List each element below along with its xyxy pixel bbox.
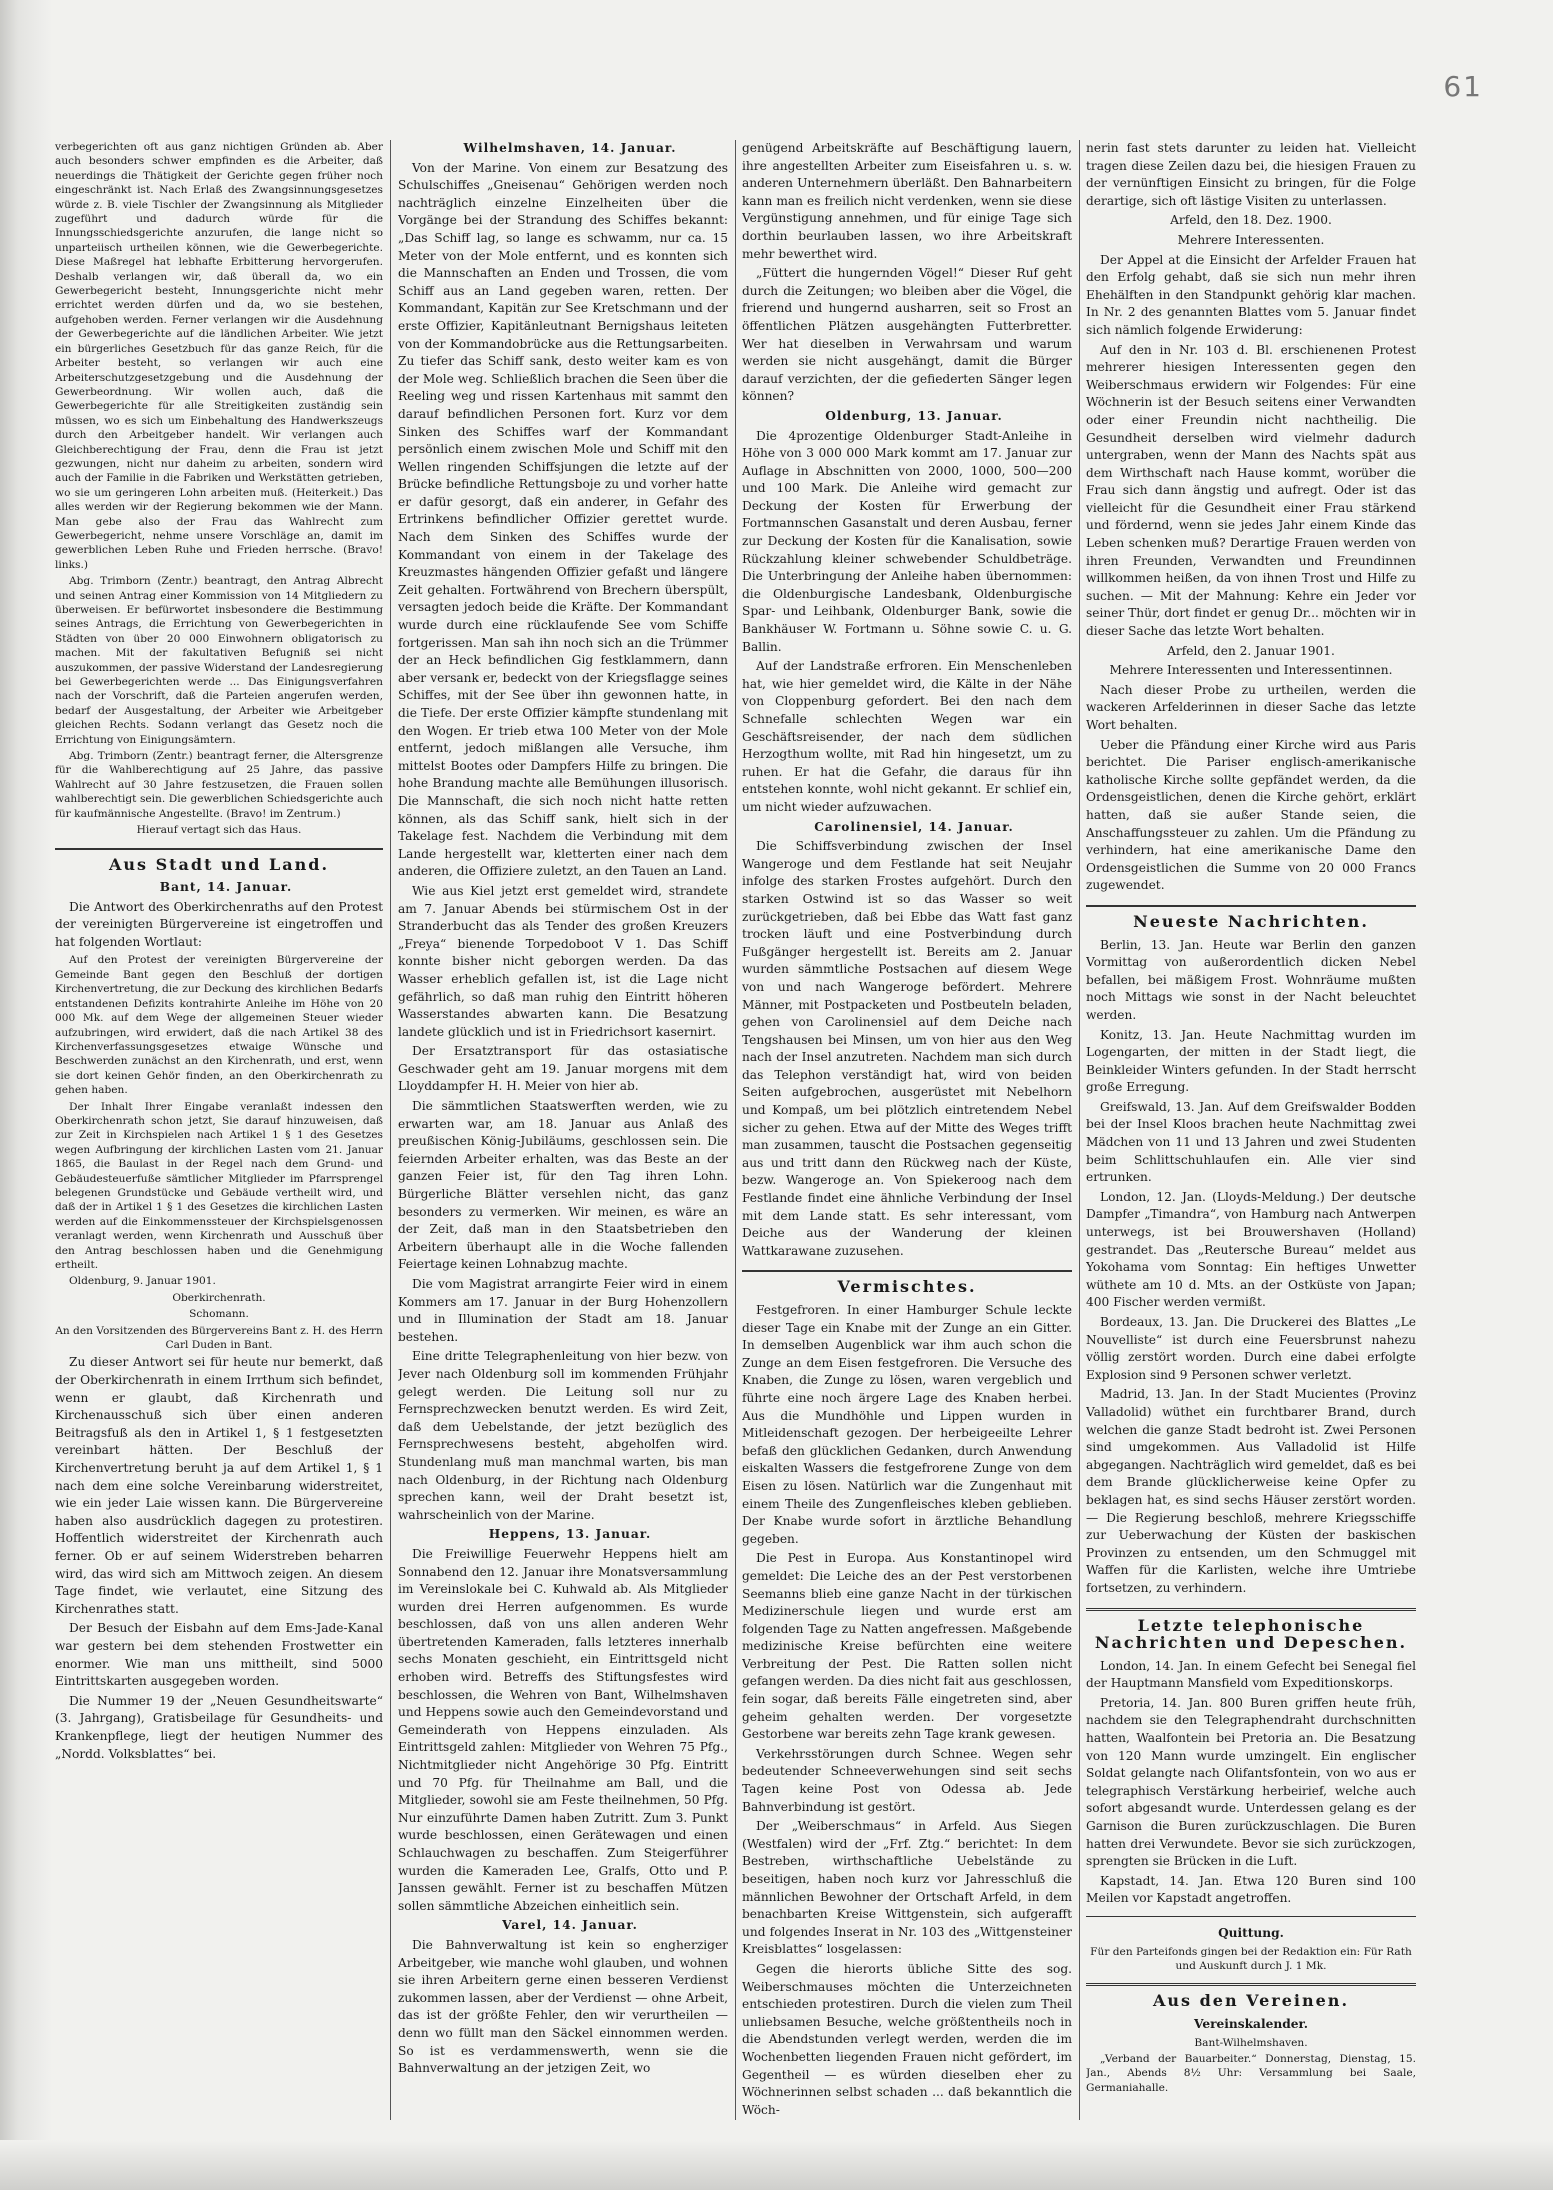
signature-place: Arfeld, den 18. Dez. 1900.	[1170, 213, 1332, 228]
column-3	[742, 140, 1072, 2120]
article-text: Gegen die hierorts übliche Sitte des sog. Weiberschmauses möchten die Unterzeichneten entschieden protestiren. Durch die vielen zum Theil unliebsamen Besuche, welche größtentheils noch in die Abendstunden verlegt werden, werden die im Wochenbetten liegenden Frauen nicht gefördert, im Gegentheil — es würden dieselben eher zu Wöchnerinnen selbst schaden ... daß bekanntlich die Wöch-	[742, 1961, 1072, 2117]
article-text: Von der Marine. Von einem zur Besatzung des Schulschiffes „Gneisenau“ Gehörigen werden noch nachträglich einzelne Einzelheiten über die Vorgänge bei der Strandung des Schiffes bekannt: „Das Schiff lag, so lange es schwamm, nur ca. 15 Meter von der Mole entfernt, und es konnten sich die Mannschaften an Enden und Trossen, die vom Schiff aus an Land gegeben waren, retten. Der Kommandant, Kapitän zur See Kretschmann und der erste Offizier, Kapitänleutnant Bernigshaus leiteten von der Kommandobrücke aus die Rettungsarbeiten. Zu tiefer das Schiff sank, desto weiter kam es von der Mole weg. Schließlich brachen die Seen über die Reeling weg und rissen Kartenhaus mit sammt den darauf befindlichen Personen fort. Kurz vor dem Sinken des Schiffes warf der Kommandant persönlich einem zwischen Mole und Schiff mit den Wellen ringenden Schiffsjungen die letzte auf der Brücke befindliche Rettungsboje zu und vorher hatte er dafür gesorgt, daß ein anderer, in Gefahr des Ertrinkens befindlicher Offizier gerettet wurde. Nach dem Sinken des Schiffes wurde der Kommandant von einem in der Takelage des Kreuzmastes hängenden Offizier gefaßt und längere Zeit gehalten. Fortwährend von Brechern überspült, versagten jedoch beide die Kräfte. Der Kommandant wurde durch eine rücklaufende See vom Schiffe fortgerissen. Man sah ihn noch sich an die Trümmer der an Heck befindlichen Gig festklammern, dann aber versank er, bedeckt von der Kriegsflagge seines Schiffes, mit der See über ihn gewonnen hatte, in die Tiefe. Der erste Offizier kämpfte stundenlang mit den Wogen. Er trieb etwa 100 Meter von der Mole entfernt, jedoch mißlangen alle Versuche, ihm mittelst Bootes oder Dampfers Hilfe zu bringen. Die hohe Brandung machte alle Bemühungen illusorisch. Die Mannschaft, die sich noch nicht hatte retten können, als das Schiff sank, hielt sich in der Takelage fest. Nachdem die Verbindung mit dem Lande hergestellt war, kletterten einer nach dem anderen, die Offiziere zuletzt, an den Tauen an Land.	[398, 160, 728, 879]
article-text: Auf der Landstraße erfroren. Ein Menschenleben hat, wie hier gemeldet wird, die Kälte in der Nähe von Cloppenburg gefordert. Bei den nach dem Schnefalle schlechten Wegen war ein Geschäftsreisender, der nach dem südlichen Herzogthum wollte, mit Rad hin hingesetzt, um zu ruhen. Er hat die Gefahr, die daraus für ihn entstehen konnte, wohl nicht gekannt. Er schlief ein, um nicht wieder aufzuwachen.	[742, 659, 1072, 814]
column-rule-2	[735, 140, 736, 2120]
signature-name: Schomann.	[189, 1308, 249, 1321]
article-text: Festgefroren. In einer Hamburger Schule leckte dieser Tage ein Knabe mit der Zunge an ein Gitter. In demselben Augenblick war ihm auch schon die Zunge an dem Eisen festgefroren. Die Versuche des Knaben, die Zunge zu lösen, waren vergeblich und führte eine noch ärgere Lage des Knaben herbei. Aus die Mundhöhle und Lippen wurden in Mitleidenschaft gezogen. Der herbeigeeilte Lehrer befaß den glücklichen Gedanken, durch Anwendung eiskalten Wassers die festgefrorene Zunge von dem Eisen zu lösen. Natürlich war die Zungenhaut mit einem Theile des Zungenfleisches kleben geblieben. Der Knabe wurde sofort in ärztliche Behandlung gegeben.	[742, 1303, 1072, 1546]
quittung-text: Für den Parteifonds gingen bei der Redaktion ein: Für Rath und Auskunft durch J. 1 Mk.	[1090, 1945, 1412, 1972]
news-item: Berlin, 13. Jan. Heute war Berlin den ganzen Vormittag von außerordentlich dicken Nebel befallen, bei mäßigem Frost. Wohnräume mußten noch Mittags wie sonst in der Nacht beleuchtet werden.	[1086, 937, 1416, 1022]
article-text: Der Inhalt Ihrer Eingabe veranlaßt indessen den Oberkirchenrath schon jetzt, Sie darauf hinzuweisen, daß zur Zeit in Kirchspielen nach Artikel 1 § 1 des Gesetzes wegen Aufbringung der kirchlichen Lasten vom 21. Januar 1865, die Baulast in der Regel nach dem Grund- und Gebäudesteuerfuße sämtlicher Mitglieder im Pfarrsprengel belegenen Grundstücke und Gebäude vertheilt wird, und daß der in Artikel 1 § 1 des Gesetzes die kirchlichen Lasten werden auf die Einkommenssteuer der Kirchspielsgenossen veranlagt werden, wenn Kirchenrath und Ausschuß über den Antrag beschlossen haben und die Genehmigung ertheilt.	[55, 1100, 383, 1271]
dateline: Varel, 14. Januar.	[502, 1918, 638, 1933]
column-rule-1	[390, 140, 391, 2120]
article-text: Nach dieser Probe zu urtheilen, werden die wackeren Arfelderinnen in dieser Sache das letzte Wort behalten.	[1086, 682, 1416, 732]
article-text: Die Schiffsverbindung zwischen der Insel Wangeroge und dem Festlande hat seit Neujahr infolge des starken Frostes aufgehört. Durch den starken Ostwind ist so das Wasser so weit zurückgetrieben, daß bei Ebbe das Watt fast ganz trocken läuft und eine Postverbindung durch Fußgänger hergestellt ist. Bereits am 2. Januar wurden sämmtliche Postsachen auf diesem Wege von und nach Wangeroge befördert. Mehrere Männer, mit Postpacketen und Postbeuteln beladen, gehen von Carolinensiel auf dem Deiche nach Tengshausen bei Minsen, um von hier aus den Weg nach der Insel anzutreten. Nachdem man sich durch das Telephon verständigt hat, wird von beiden Seiten aufgebrochen, ausgerüstet mit Nebelhorn und Kompaß, um bei plötzlich eintretendem Nebel sicher zu gehen. Etwa auf der Mitte des Weges trifft man zusammen, tauscht die Postsachen gegenseitig aus und tritt dann den Rückweg nach der Küste, bezw. Wangeroge an. Von Spiekeroog nach dem Festlande findet eine ähnliche Verbindung der Insel mit dem Lande statt. Es sehr interessant, vom Deiche aus der Wanderung der kleinen Wattkarawane zuzusehen.	[742, 839, 1072, 1258]
article-text: Die Pest in Europa. Aus Konstantinopel wird gemeldet: Die Leiche des an der Pest verstorbenen Seemanns blieb eine ganze Nacht in der türkischen Medizinerschule liegen und wurde erst am folgenden Tage zu Natten angefressen. Maßgebende medizinische Kreise befürchten eine weitere Verbreitung der Pest. Die Ratten sollen nicht gefangen werden. Da dies nicht fait aus geschlossen, fein sogar, daß bereits Fälle eingetreten sind, aber geheim gehalten werden. Der vorgesetzte Gestorbene war bereits zehn Tage krank gewesen.	[742, 1551, 1072, 1742]
article-text: Eine dritte Telegraphenleitung von hier bezw. von Jever nach Oldenburg soll im kommenden Frühjahr gelegt werden. Die Leitung soll nur zu Fernsprechzwecken benutzt werden. Es wird Zeit, daß dem Uebelstande, der jetzt bezüglich des Fernsprechwesens besteht, abgeholfen wird. Stundenlang muß man manchmal warten, bis man nach Oldenburg, in der Richtung nach Oldenburg sprechen kann, weil der Draht besetzt ist, wahrscheinlich von der Marine.	[398, 1349, 728, 1522]
article-text: nerin fast stets darunter zu leiden hat. Vielleicht tragen diese Zeilen dazu bei, die hiesigen Frauen zu der vernünftigen Einsicht zu bringen, für die Folge derartige, sich oft lästige Visiten zu unterlassen.	[1086, 141, 1416, 208]
article-text: Die Bahnverwaltung ist kein so engherziger Arbeitgeber, wie manche wohl glauben, und wohnen sie ihren Arbeitern gerne einen besseren Verdienst zukommen lassen, aber der Verdienst — ohne Arbeit, das ist der größte Fehler, den wir verurtheilen — denn wo füllt man den Säckel einnommen werden. So ist es verdammenswerth, wenn sie die Bahnverwaltung an der jetzigen Zeit, wo	[398, 1937, 728, 2076]
signature-place: Oldenburg, 9. Januar 1901.	[69, 1275, 216, 1288]
dateline: Bant, 14. Januar.	[159, 880, 293, 895]
article-text: Der „Weiberschmaus“ in Arfeld. Aus Siegen (Westfalen) wird der „Frf. Ztg.“ berichtet: In dem Bestreben, wirthschaftliche Uebelstände zu beseitigen, haben noch kurz vor Jahresschluß die männlichen Bewohner der Ortschaft Arfeld, in dem benachbarten Kreise Wittgenstein, sich aufgerafft und folgendes Inserat in Nr. 103 des „Wittgensteiner Kreisblattes“ losgelassen:	[742, 1819, 1072, 1957]
article-text: Verkehrsstörungen durch Schnee. Wegen sehr bedeutender Schneeverwehungen sind seit sechs Tagen keine Post von Odessa ab. Jede Bahnverbindung ist gestört.	[742, 1746, 1072, 1814]
article-text: Die 4prozentige Oldenburger Stadt-Anleihe in Höhe von 3 000 000 Mark kommt am 17. Januar zur Auflage in Abschnitten von 2000, 1000, 500—200 und 100 Mark. Die Anleihe wird gemacht zur Deckung der Kosten für Erwerbung der Fortmannschen Gasanstalt und deren Ausbau, ferner zur Deckung der Kosten für die Kanalisation, sowie Rückzahlung kleiner schwebender Schuldbeträge. Die Unterbringung der Anleihe haben übernommen: die Oldenburgische Landesbank, Oldenburgische Spar- und Leihbank, Oldenburger Bank, sowie die Bankhäuser W. Fortmann u. Söhne sowie C. u. G. Ballin.	[742, 428, 1072, 654]
article-text: Der Ersatztransport für das ostasiatische Geschwader geht am 19. Januar morgens mit dem Lloyddampfer H. H. Meier von hier ab.	[398, 1044, 728, 1094]
section-heading: Aus Stadt und Land.	[55, 848, 383, 874]
article-text: Die vom Magistrat arrangirte Feier wird in einem Kommers am 17. Januar in der Burg Hohenzollern und in Illumination der Stadt am 18. Januar bestehen.	[398, 1277, 728, 1344]
article-text: Auf den Protest der vereinigten Bürgervereine der Gemeinde Bant gegen den Beschluß der dortigen Kirchenvertretung, die zur Deckung des kirchlichen Bedarfs entstandenen Defizits kontrahirte Anleihe im Höhe von 20 000 Mk. auf dem Wege der allgemeinen Steuer wieder aufzubringen, wird erwidert, daß die nach Artikel 38 des Kirchenverfassungsgesetzes etwaige Wünsche und Beschwerden zunächst an den Kirchenrath, und erst, wenn sie dort keinen Gehör finden, an den Oberkirchenrath zu gehen haben.	[55, 954, 383, 1097]
dateline: Wilhelmshaven, 14. Januar.	[463, 141, 677, 155]
article-text: Der Appel at die Einsicht der Arfelder Frauen hat den Erfolg gehabt, daß sie sich nun mehr ihren Ehehälften in den Standpunkt gehörig klar machen. In Nr. 2 des genannten Blattes vom 5. Januar findet sich nämlich folgende Erwiderung:	[1086, 252, 1416, 337]
article-text: Die Antwort des Oberkirchenraths auf den Protest der vereinigten Bürgervereine ist eingetroffen und hat folgenden Wortlaut:	[55, 899, 383, 949]
article-text: Auf den in Nr. 103 d. Bl. erschienenen Protest mehrerer hiesigen Interessenten gegen den Weiberschmaus erwidern wir Folgendes: Für eine Wöchnerin ist der Besuch seitens einer Verwandten oder einer Freundin nicht nachtheilig. Die Gesundheit derselben wird vielmehr dadurch untergraben, wenn der Mann des Nachts spät aus dem Wirthschaft nach Hause kommt, worüber die Frau sich dann ängstig und aufregt. Oder ist das vielleicht für die Gesundheit einer Frau stärkend und fördernd, wenn sie jedes Jahr einem Kinde das Leben schenken muß? Derartige Frauen werden von ihren Freunden, Verwandten und Freundinnen willkommen heißen, da von ihnen Trost und Hilfe zu suchen. — Mit der Mahnung: Kehre ein Jeder vor seiner Thür, dort findet er genug Dr... möchten wir in dieser Sache das letzte Wort behalten.	[1086, 342, 1416, 639]
article-text: Ueber die Pfändung einer Kirche wird aus Paris berichtet. Die Pariser englisch-amerikanische katholische Kirche sollte gepfändet werden, da die Ordensgeistlichen, denen die Kirche gehört, erklärt hatten, daß sie außer Stande seien, die Anschaffungssteuer zu zahlen. Um die Pfändung zu verhindern, hat eine amerikanische Dame den Ordensgeistlichen die Summe von 20 000 Francs zugewendet.	[1086, 737, 1416, 893]
news-item: Madrid, 13. Jan. In der Stadt Mucientes (Provinz Valladolid) wüthet ein furchtbarer Brand, durch welchen die ganze Stadt bedroht ist. Zwei Personen sind umgekommen. Aus Valladolid ist Hilfe abgegangen. Nachträglich wird gemeldet, daß es bei dem Brande glücklicherweise keine Opfer zu beklagen hat, es sind sechs Häuser zerstört worden. — Die Regierung beschloß, mehrere Kriegsschiffe zur Ueberwachung der Küsten der baskischen Provinzen zu entsenden, um den Schmuggel mit Waffen für die Karlisten, welche ihre Umtriebe fortsetzen, zu verhindern.	[1086, 1387, 1416, 1595]
page-number: 61	[1443, 70, 1483, 103]
vereins-place: Bant-Wilhelmshaven.	[1194, 2036, 1308, 2049]
scan-edge-bottom	[0, 2140, 1553, 2190]
scan-edge-left	[0, 0, 52, 2190]
quittung-heading: Quittung.	[1218, 1926, 1284, 1940]
column-4	[1086, 140, 1416, 2120]
column-2	[398, 140, 728, 2120]
vereins-heading: Vereinskalender.	[1193, 2017, 1309, 2031]
signature-name: Mehrere Interessenten und Interessentinnen.	[1109, 663, 1393, 678]
article-text: Zu dieser Antwort sei für heute nur bemerkt, daß der Oberkirchenrath in einem Irrthum sich befindet, wenn er glaubt, daß Kirchenrath und Kirchenausschuß sich über einen anderen Beitragsfuß als den in Artikel 1, § 1 festgesetzten vereinbart hätten. Der Beschluß der Kirchenvertretung beruht ja auf dem Artikel 1, § 1 nach dem eine solche Vereinbarung widerstreitet, wie ein jeder Laie wissen kann. Die Bürgervereine haben also ausdrücklich dagegen zu protestiren. Hoffentlich widerstreitet der Kirchenrath auch ferner. Ob er auf seinem Widerstreben beharren wird, das wird sich am Mittwoch zeigen. An diesem Tage findet, wie verlautet, eine Sitzung des Kirchenrathes statt.	[55, 1355, 383, 1616]
dateline: Oldenburg, 13. Januar.	[825, 408, 1003, 423]
vereins-text: „Verband der Bauarbeiter.“ Donnerstag, Dienstag, 15. Jan., Abends 8½ Uhr: Versammlung bei Saale, Germaniahalle.	[1086, 2053, 1416, 2094]
address: An den Vorsitzenden des Bürgervereins Bant z. H. des Herrn Carl Duden in Bant.	[55, 1324, 383, 1352]
section-heading: Neueste Nachrichten.	[1086, 905, 1416, 931]
article-text: „Füttert die hungernden Vögel!“ Dieser Ruf geht durch die Zeitungen; wo bleiben aber die Vögel, die frierend und hungernd ausharren, seit so Frost an öffentlichen Plätzen ausgehängten Futterbretter. Wer hat dieselben in Verwahrsam und warum werden sie nicht ausgehängt, damit die Bürger darauf verzichten, der die gefiederten Sänger legen können?	[742, 266, 1072, 404]
article-text: Die Freiwillige Feuerwehr Heppens hielt am Sonnabend den 12. Januar ihre Monatsversammlung im Vereinslokale bei C. Kuhwald ab. Als Mitglieder wurden drei Herren aufgenommen. Es wurde beschlossen, daß von uns allen anderen Wehr übertretenden Kameraden, falls letzteres innerhalb sechs Monaten geschieht, ein Eintrittsgeld nicht erhoben wird. Betreffs des Stiftungsfestes wird beschlossen, die Wehren von Bant, Wilhelmshaven und Heppens sowie auch den Gemeindevorstand und Gemeinderath von Heppens einzuladen. Als Eintrittsgeld zahlen: Mitglieder von Wehren 75 Pfg., Nichtmitglieder nicht Angehörige 30 Pfg. Eintritt und 70 Pfg. für Theilnahme am Ball, und die Mitglieder, sowohl sie am Feste theilnehmen, 50 Pfg. Nur einzuführte Damen haben Zutritt. Zum 3. Punkt wurde beschlossen, einen Gerätewagen und einen Schlauchwagen zu beschaffen. Zum Steigerführer wurden die Kameraden Lee, Gralfs, Otto und P. Janssen gewählt. Ferner ist zu beschaffen Mützen sollen sämmtliche Abzeichen einheitlich sein.	[398, 1546, 728, 1913]
article-text: Abg. Trimborn (Zentr.) beantragt ferner, die Altersgrenze für die Wahlberechtigung auf 25 Jahre, das passive Wahlrecht auf 30 Jahre festzusetzen, die Frauen sollen wahlberechtigt sein. Die gewerblichen Schiedsgerichte auch für kaufmännische Angestellte. (Bravo! im Zentrum.)	[55, 750, 383, 820]
article-text: Die Nummer 19 der „Neuen Gesundheitswarte“ (3. Jahrgang), Gratisbeilage für Gesundheits- und Krankenpflege, liegt der heutigen Nummer des „Nordd. Volksblattes“ bei.	[55, 1693, 383, 1761]
dateline: Heppens, 13. Januar.	[488, 1527, 652, 1542]
divider	[1086, 1916, 1416, 1917]
article-text: verbegerichten oft aus ganz nichtigen Gründen ab. Aber auch besonders schwer empfinden es die Arbeiter, daß neuerdings die Thätigkeit der Gerichte gegen früher noch eingeschränkt ist. Nach Erlaß des Zwangsinnungsgesetzes würde z. B. viele Tischler der Zwangsinnung als Mitglieder zugeführt und dadurch würde für die Innungsschiedsgerichte anzurufen, die lange nicht so unparteiisch urtheilen können, wie die Gewerbegerichte. Diese Maßregel hat lebhafte Erbitterung hervorgerufen. Deshalb verlangen wir, daß überall da, wo ein Gewerbegericht besteht, Innungsgerichte nicht mehr errichtet werden dürfen und da, wo sie bestehen, aufgehoben werden. Ferner verlangen wir die Ausdehnung der Gewerbegerichte auf die ländlichen Arbeiter. Wie jetzt ein bürgerliches Gesetzbuch für das ganze Reich, für die Arbeiter besteht, so verlangen wir auch eine Arbeiterschutzgesetzgebung und die Ausdehnung der Gewerbeordnung. Wir wollen auch, daß die Gewerbegerichte für alle Streitigkeiten zuständig sein müssen, wo es sich um Einbehaltung des Handwerkszeugs durch den Arbeitgeber handelt. Wir verlangen auch Gleichberechtigung der Frau, denn die Frau ist jetzt gezwungen, nicht nur daheim zu arbeiten, sondern wird auch der Familie in die Fabriken und Werkstätten getrieben, wo sie um geringeren Lohn arbeiten muß. (Heiterkeit.) Das alles werden wir der Regierung bekommen wie der Mann. Man gebe also der Frau das Wahlrecht zum Gewerbegericht, nehme unsere Vorschläge an, damit im gewerblichen Leben Ruhe und Frieden herrsche. (Bravo! links.)	[55, 141, 383, 571]
news-item: Kapstadt, 14. Jan. Etwa 120 Buren sind 100 Meilen vor Kapstadt angetroffen.	[1086, 1873, 1416, 1906]
section-heading: Vermischtes.	[742, 1270, 1072, 1296]
article-text: Hierauf vertagt sich das Haus.	[136, 824, 302, 837]
signature-name: Mehrere Interessenten.	[1177, 232, 1325, 247]
article-text: Abg. Trimborn (Zentr.) beantragt, den Antrag Albrecht und seinen Antrag einer Kommission von 14 Mitgliedern zu überweisen. Er befürwortet insbesondere die Bestimmung seines Antrags, die Errichtung von Gewerbegerichten in Städten von über 20 000 Einwohnern obligatorisch zu machen. Mit der fakultativen Befugniß sei nicht auszukommen, der passive Widerstand der Landesregierung bei Gewerbegerichten werde ... Das Einigungsverfahren nach der Vorschrift, daß die Parteien angerufen werden, bedarf der Ausgestaltung, der Arbeiter wie Arbeitgeber gleichen Rechts. Sodann verlangt das Gesetz noch die Errichtung von Einigungsämtern.	[55, 575, 383, 746]
news-item: Konitz, 13. Jan. Heute Nachmittag wurden im Logengarten, der mitten in der Stadt liegt, die Beinkleider Winters gefunden. In der Stadt herrscht große Erregung.	[1086, 1027, 1416, 1095]
article-text: Der Besuch der Eisbahn auf dem Ems-Jade-Kanal war gestern bei dem stehenden Frostwetter ein enormer. Wie man uns mittheilt, sind 5000 Eintrittskarten ausgegeben worden.	[55, 1621, 383, 1689]
section-heading: Letzte telephonische Nachrichten und Depeschen.	[1086, 1608, 1416, 1652]
news-item: Bordeaux, 13. Jan. Die Druckerei des Blattes „Le Nouvelliste“ ist durch eine Feuersbrunst nahezu völlig zerstört worden. Durch eine dabei erfolgte Explosion sind 9 Personen schwer verletzt.	[1086, 1315, 1416, 1382]
dateline: Carolinensiel, 14. Januar.	[814, 819, 1014, 834]
column-1	[55, 140, 383, 2120]
news-item: Greifswald, 13. Jan. Auf dem Greifswalder Bodden bei der Insel Kloos brachen heute Nachmittag zwei Mädchen von 11 und 13 Jahren und zwei Studenten beim Schlittschuhlaufen ein. Alle vier sind ertrunken.	[1086, 1099, 1416, 1185]
signature-org: Oberkirchenrath.	[172, 1291, 266, 1304]
news-item: London, 12. Jan. (Lloyds-Meldung.) Der deutsche Dampfer „Timandra“, von Hamburg nach Antwerpen unterwegs, ist bei Brouwershaven (Holland) gestrandet. Das „Reutersche Bureau“ meldet aus Yokohama vom Sonntag: Ein heftiges Unwetter wüthete am 10 d. Mts. an der Ostküste von Japan; 400 Fischer werden vermißt.	[1086, 1189, 1416, 1310]
news-item: London, 14. Jan. In einem Gefecht bei Senegal fiel der Hauptmann Mansfield vom Expeditionskorps.	[1086, 1658, 1416, 1691]
news-item: Pretoria, 14. Jan. 800 Buren griffen heute früh, nachdem sie den Telegraphendraht durchschnitten hatten, Waalfontein bei Pretoria an. Die Besatzung von 120 Mann wurde umzingelt. Ein englischer Soldat gelangte nach Olifantsfontein, von wo aus er telegraphisch Verstärkung herbeirief, welche auch sofort abgesandt wurde. Unterdessen gelang es der Garnison die Buren zurückzuschlagen. Die Buren hatten drei Verwundete. Bevor sie sich zurückzogen, sprengten sie Brücken in die Luft.	[1086, 1695, 1416, 1869]
article-text: Die sämmtlichen Staatswerften werden, wie zu erwarten war, am 18. Januar aus Anlaß des preußischen König-Jubiläums, geschlossen sein. Die feiernden Arbeiter erhalten, was das Beste an der ganzen Feier ist, für den Tag ihren Lohn. Bürgerliche Blätter versehlen nicht, das ganz besonders zu vermerken. Wir meinen, es wäre an der Zeit, daß man in den Staatsbetrieben den Arbeitern überhaupt alle in die Woche fallenden Feiertage keinen Lohnabzug machte.	[398, 1099, 728, 1272]
section-heading: Aus den Vereinen.	[1086, 1983, 1416, 2010]
column-rule-3	[1079, 140, 1080, 2120]
article-text: genügend Arbeitskräfte auf Beschäftigung lauern, ihre angestellten Arbeiter zum Eiseisfahren u. s. w. anderen Unternehmern überläßt. Den Bahnarbeitern kann man es freilich nicht verdenken, wenn sie diese Vergünstigung annehmen, und für einige Tage sich dorthin beurlauben lassen, wo ihre Arbeitskraft mehr bewerthet wird.	[742, 141, 1072, 261]
signature-place: Arfeld, den 2. Januar 1901.	[1167, 643, 1335, 658]
article-text: Wie aus Kiel jetzt erst gemeldet wird, strandete am 7. Januar Abends bei stürmischem Ost in der Stranderbucht das als Tender des großen Kreuzers „Freya“ bienende Torpedoboot V 1. Das Schiff konnte bisher nicht geborgen werden. Da das Wasser erheblich gefallen ist, ist die Lage nicht gefährlich, so daß man ruhig den Eintritt höheren Wasserstandes abwarten kann. Die Besatzung landete glücklich und ist in Friedrichsort kasernirt.	[398, 883, 728, 1039]
